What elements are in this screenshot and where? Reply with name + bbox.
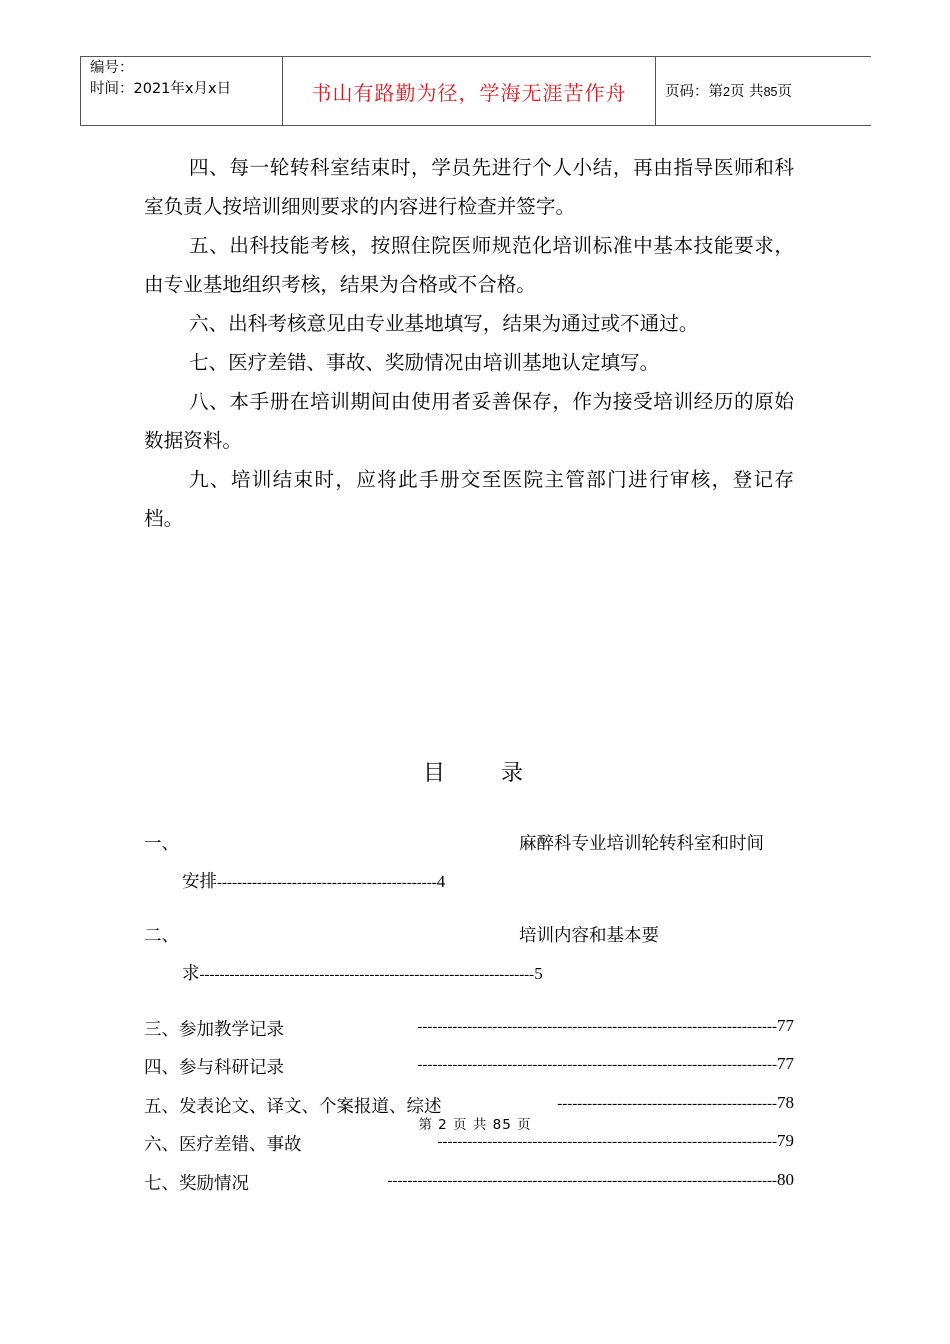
- toc-page: 78: [777, 1093, 794, 1112]
- toc-page: 80: [777, 1170, 794, 1189]
- toc-page: 77: [777, 1016, 794, 1035]
- toc-dots: ------------------------------------------------------------------------------: [387, 1173, 777, 1189]
- toc-item[interactable]: [144, 1016, 794, 1044]
- toc-item-title: 三、参加教学记录: [144, 1020, 284, 1040]
- paragraph: 九、培训结束时，应将此手册交至医院主管部门进行审核，登记存档。: [144, 468, 794, 530]
- header-meta: [90, 58, 231, 100]
- toc-item[interactable]: [144, 830, 794, 858]
- toc-item[interactable]: [144, 1170, 794, 1198]
- paragraph: 四、每一轮转科室结束时，学员先进行个人小结，再由指导医师和科室负责人按培训细则要求的内容进行检查并签字。: [144, 156, 794, 218]
- toc-item[interactable]: [144, 1131, 794, 1159]
- header-page-info: [665, 80, 792, 101]
- toc-dots: ------------------------------------------------------------------------: [417, 1019, 777, 1035]
- paragraph: 六、出科考核意见由专业基地填写，结果为通过或不通过。: [189, 312, 699, 335]
- toc-item-title: 五、发表论文、译文、个案报道、综述: [144, 1097, 442, 1117]
- toc-item-cont[interactable]: [144, 868, 794, 896]
- toc-dots: --------------------------------------------: [557, 1096, 777, 1112]
- paragraph: 八、本手册在培训期间由使用者妥善保存，作为接受培训经历的原始数据资料。: [144, 390, 794, 452]
- paragraph: 五、出科技能考核，按照住院医师规范化培训标准中基本技能要求，由专业基地组织考核，结果为合格或不合格。: [144, 234, 794, 296]
- toc-item[interactable]: [144, 1054, 794, 1082]
- page-current: 2: [723, 85, 730, 99]
- page-footer: 第 2 页 共 85 页: [418, 1117, 532, 1133]
- toc-page: 4: [436, 872, 446, 891]
- toc-item-title: 四、参与科研记录: [144, 1058, 284, 1078]
- header-divider: [655, 57, 656, 125]
- toc-item-cont[interactable]: [144, 960, 794, 988]
- toc-item-title: 安排: [182, 872, 217, 892]
- toc-item-title: 六、医疗差错、事故: [144, 1135, 302, 1155]
- page-mid: 页 共: [729, 84, 764, 100]
- toc-item-title: 七、奖励情况: [144, 1174, 249, 1194]
- header-table: [80, 56, 871, 126]
- instructions-body: [144, 148, 794, 538]
- time-label: 时间：2021年x月x日: [90, 81, 232, 97]
- toc-title-a: 目: [422, 761, 449, 786]
- serial-label: 编号：: [90, 60, 134, 76]
- toc-dots: -------------------------------------------------------------------: [199, 967, 535, 983]
- toc-item-title: 麻醉科专业培训轮转科室和时间: [519, 834, 764, 854]
- page-prefix: 页码：第: [665, 84, 723, 100]
- page-total: 85: [763, 85, 778, 99]
- paragraph: 七、医疗差错、事故、奖励情况由培训基地认定填写。: [189, 351, 660, 374]
- toc-page: 79: [777, 1131, 794, 1150]
- toc-page: 5: [534, 964, 543, 983]
- toc-dots: --------------------------------------------: [217, 875, 437, 891]
- toc-dots: ------------------------------------------------------------------------: [417, 1057, 777, 1073]
- toc-page: 77: [777, 1054, 794, 1073]
- toc-item-num: 二、: [144, 926, 179, 946]
- toc-item-title: 培训内容和基本要: [519, 926, 659, 946]
- toc-dots: --------------------------------------------------------------------: [437, 1134, 777, 1150]
- page-suffix: 页: [777, 84, 792, 100]
- toc-item[interactable]: [144, 922, 794, 950]
- toc-title: [0, 756, 950, 787]
- header-motto: 书山有路勤为径，学海无涯苦作舟: [311, 81, 627, 105]
- toc-item-title: 求: [182, 964, 200, 984]
- toc-item-num: 一、: [144, 834, 179, 854]
- toc-title-b: 录: [501, 761, 528, 786]
